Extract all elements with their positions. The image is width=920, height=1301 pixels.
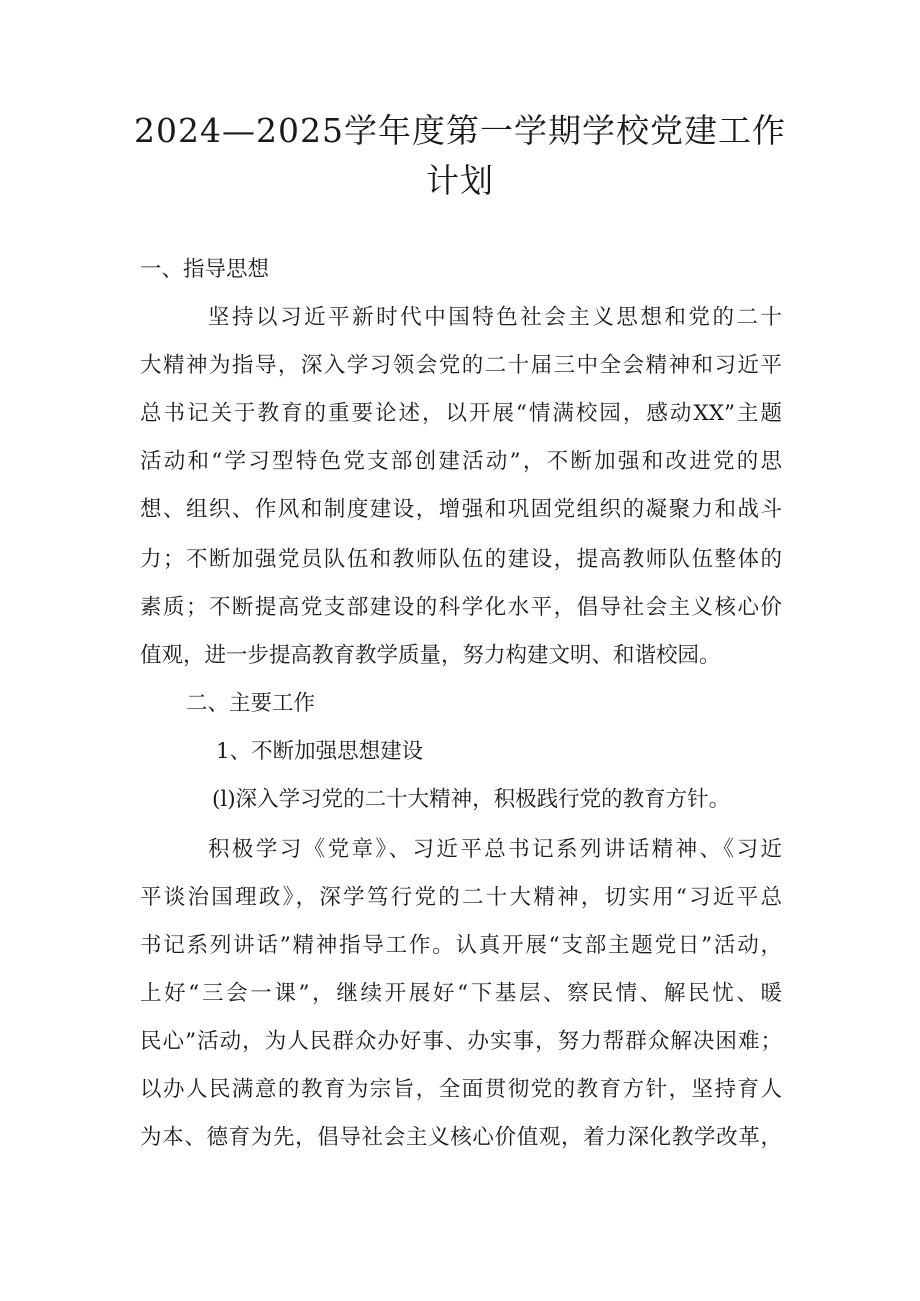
paragraph-line: 坚持以习近平新时代中国特色社会主义思想和党的二十 bbox=[208, 305, 782, 330]
paragraph-line: 想、组织、作风和制度建设，增强和巩固党组织的凝聚力和战斗 bbox=[140, 497, 782, 522]
document-title-line-1: 2024—2025学年度第一学期学校党建工作 bbox=[134, 111, 786, 150]
subsection-heading-ideological-building: 1、不断加强思想建设 bbox=[216, 739, 424, 764]
item-heading: (l)深入学习党的二十大精神，积极践行党的教育方针。 bbox=[212, 787, 731, 812]
paragraph-line: 大精神为指导，深入学习领会党的二十届三中全会精神和习近平 bbox=[140, 353, 782, 378]
paragraph-line: 平谈治国理政》，深学笃行党的二十大精神，切实用“习近平总 bbox=[140, 885, 782, 910]
paragraph-line: 书记系列讲话”精神指导工作。认真开展“支部主题党日”活动， bbox=[140, 933, 782, 958]
paragraph-line: 素质；不断提高党支部建设的科学化水平，倡导社会主义核心价 bbox=[140, 595, 782, 620]
section-heading-guiding-ideology: 一、指导思想 bbox=[140, 257, 270, 282]
paragraph-line: 上好“三会一课”，继续开展好“下基层、察民情、解民忧、暖 bbox=[140, 981, 782, 1006]
paragraph-line: 活动和“学习型特色党支部创建活动”，不断加强和改进党的思 bbox=[140, 449, 782, 474]
paragraph-line: 民心”活动，为人民群众办好事、办实事，努力帮群众解决困难； bbox=[140, 1029, 782, 1054]
paragraph-line: 值观，进一步提高教育教学质量，努力构建文明、和谐校园。 bbox=[140, 643, 721, 668]
paragraph-line: 总书记关于教育的重要论述，以开展“情满校园，感动XX”主题 bbox=[140, 401, 782, 426]
paragraph-line: 力；不断加强党员队伍和教师队伍的建设，提高教师队伍整体的 bbox=[140, 547, 782, 572]
section-heading-main-work: 二、主要工作 bbox=[186, 691, 316, 716]
document-title-line-2: 计划 bbox=[426, 161, 494, 200]
paragraph-line: 为本、德育为先，倡导社会主义核心价值观，着力深化教学改革， bbox=[140, 1125, 782, 1150]
paragraph-line: 以办人民满意的教育为宗旨，全面贯彻党的教育方针，坚持育人 bbox=[140, 1077, 782, 1102]
paragraph-line: 积极学习《党章》、习近平总书记系列讲话精神、《习近 bbox=[208, 837, 782, 862]
